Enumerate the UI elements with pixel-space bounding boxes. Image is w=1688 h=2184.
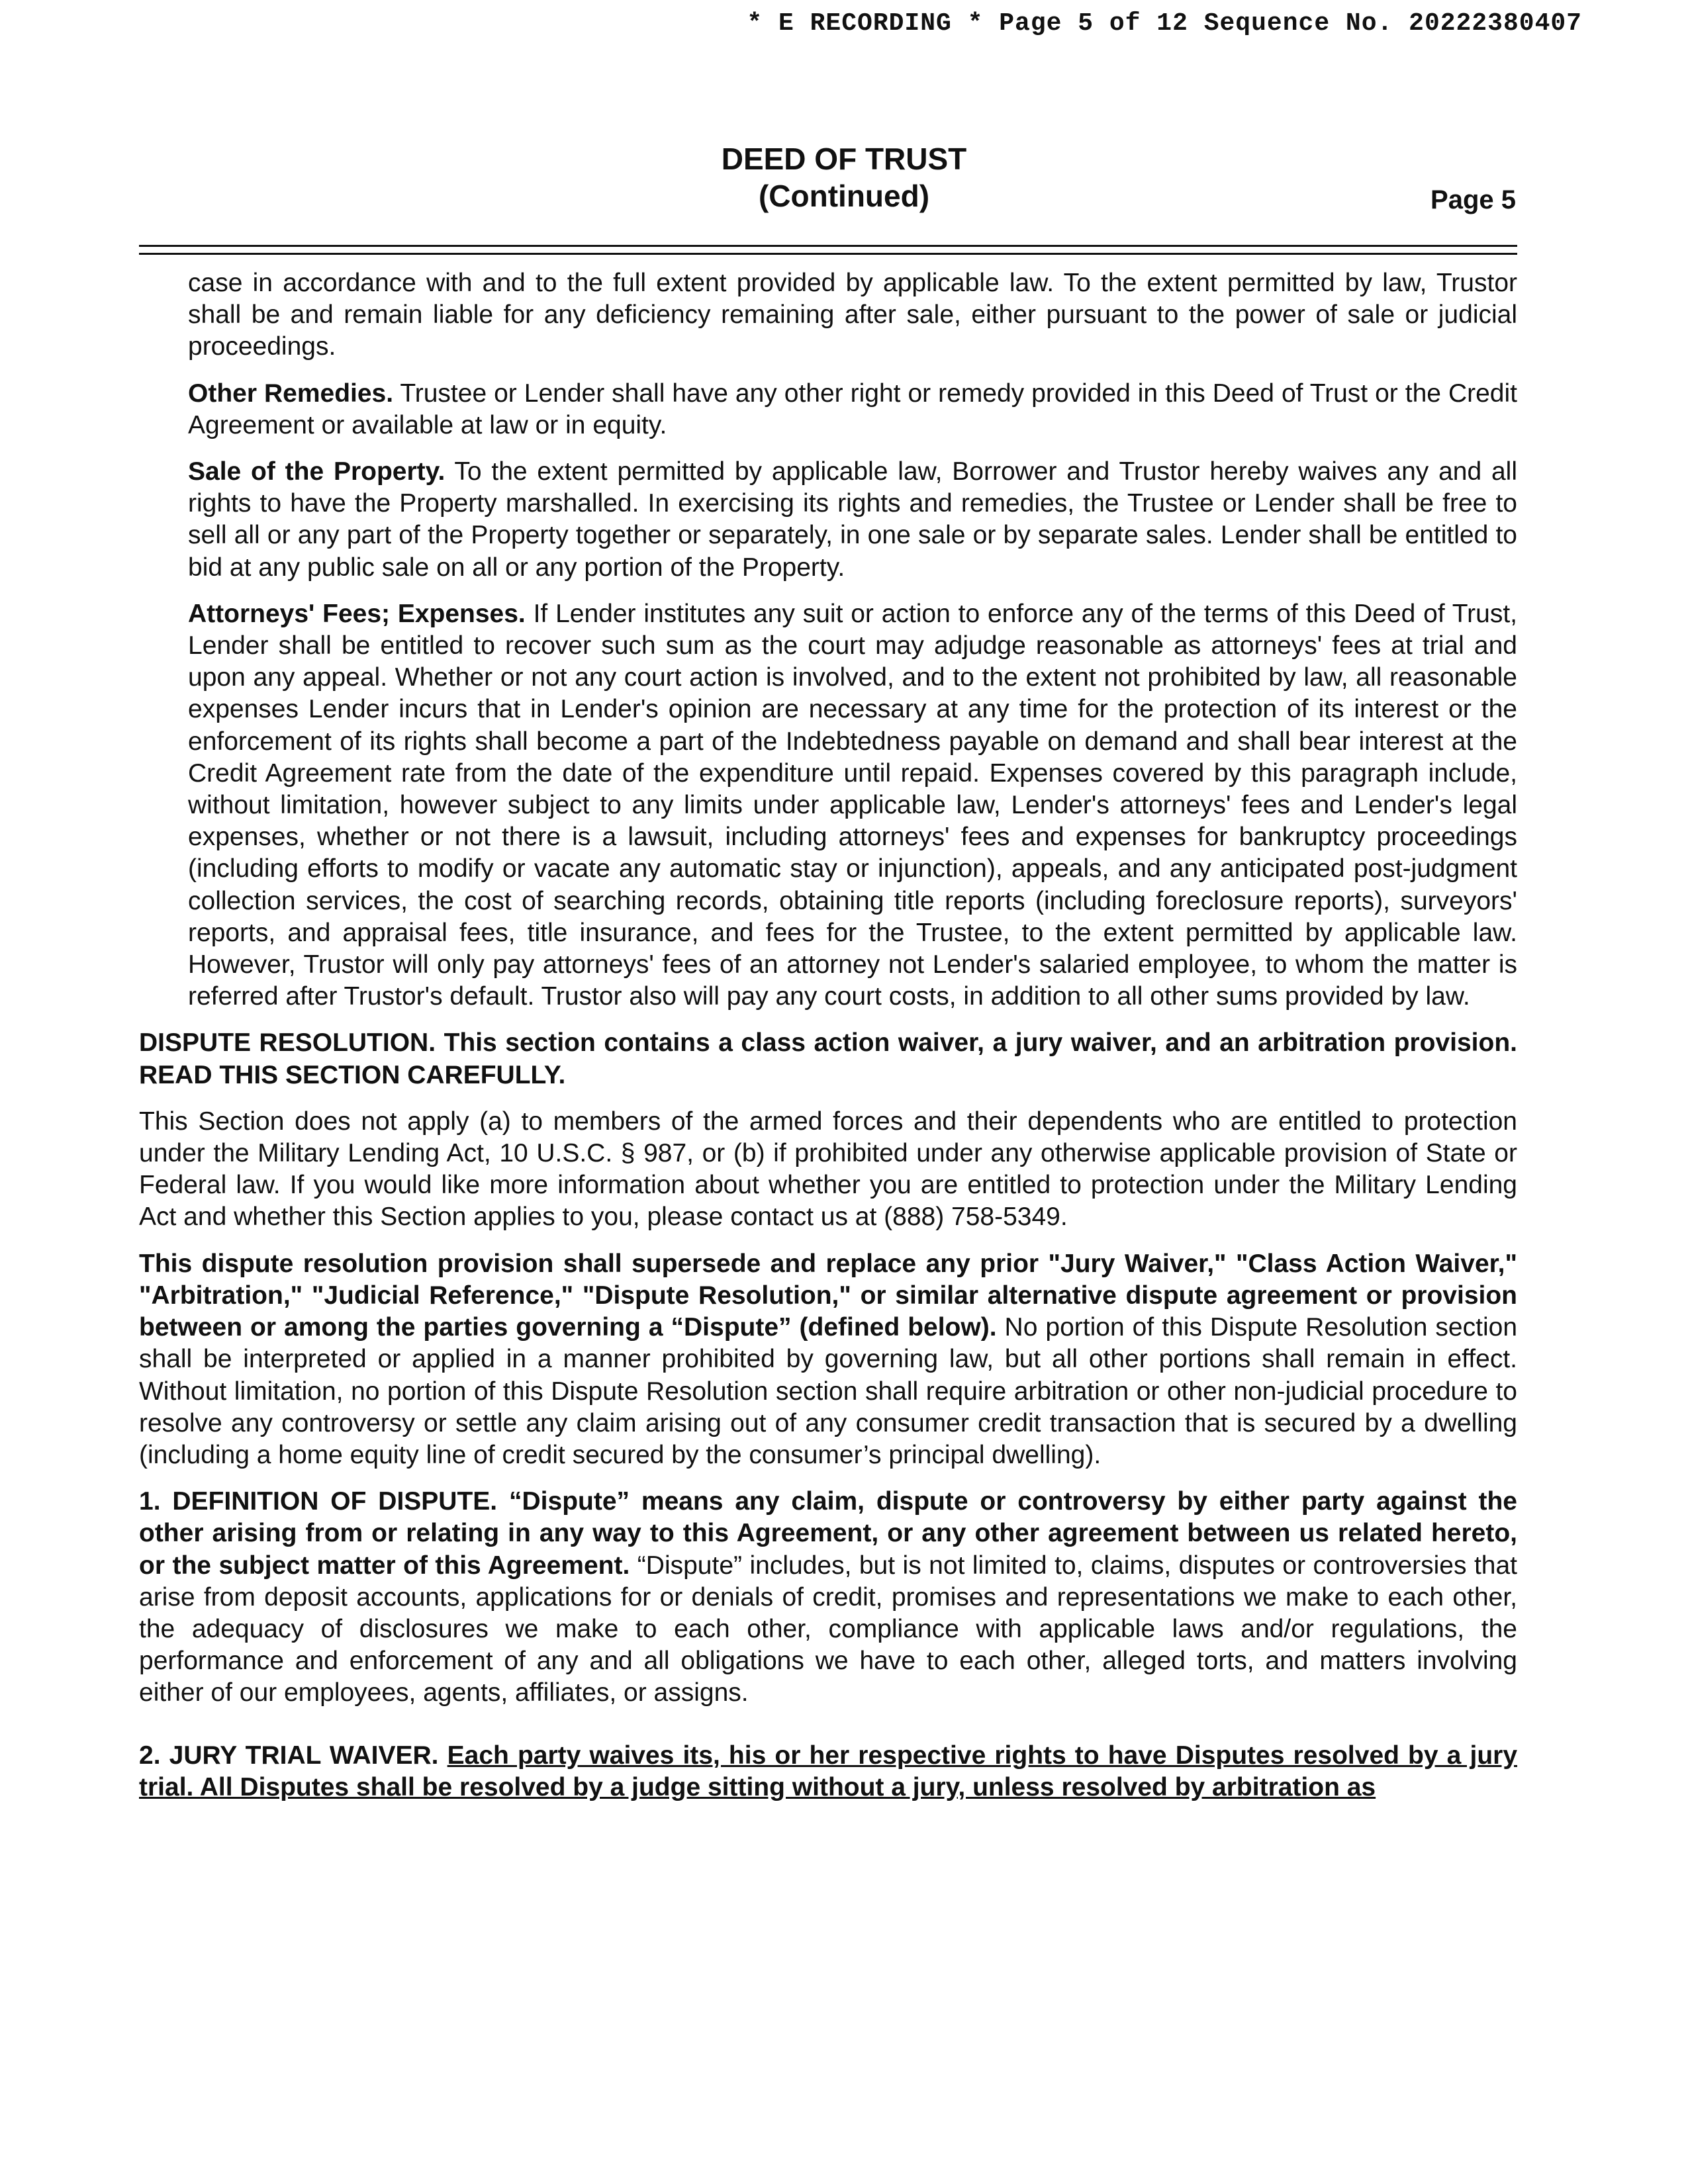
paragraph-text: No portion of this Dispute Resolution section shall be interpreted or applied in a manner prohibited by governing law, but all other portions shall remain in effect. Without limitation, no portion of this Dispute Resolution section shall require arbitration or other non-judicial procedure to resolve any controversy or settle any claim arising out of any consumer credit transaction that is secured by a dwelling (including a home equity line of credit secured by the consumer’s principal dwelling). <box>139 1313 1518 1469</box>
paragraph-text: “Dispute” includes, but is not limited to, claims, disputes or controversies that arise from deposit accounts, applications for or denials of credit, promises and representations we make to each other, the adequacy of disclosures we make to each other, compliance with applicable laws and/or regulations, the performance and enforcement of any and all obligations we have to each other, alleged torts, and matters involving either of our employees, agents, affiliates, or assigns. <box>139 1551 1517 1707</box>
bold-clause: This dispute resolution provision shall supersede and replace any prior "Jury Waiver," "Class Action Waiver," "Arbitration," "Judicial Reference," "Dispute Resolution," or similar alternative dispute agreement or provision between or among the parties governing a “Dispute” (defined below). <box>139 1249 1517 1342</box>
paragraph-attorneys-fees <box>139 598 1517 1013</box>
paragraph-military-lending-act <box>139 1106 1517 1234</box>
dispute-resolution-heading <box>139 1027 1517 1091</box>
document-title: DEED OF TRUST <box>721 142 967 176</box>
paragraph-other-remedies <box>139 378 1517 441</box>
paragraph-definition-of-dispute <box>139 1486 1517 1709</box>
paragraph-text: To the extent permitted by applicable law, Borrower and Trustor hereby waives any and all rights to have the Property marshalled. In exercising its rights and remedies, the Trustee or Lender shall be free to sell all or any part of the Property together or separately, in one sale or by separate sales. Lender shall be entitled to bid at any public sale on all or any portion of the Property. <box>188 457 1517 582</box>
paragraph-jury-trial-waiver <box>139 1740 1517 1803</box>
paragraph-sale-of-property <box>139 456 1517 584</box>
section-heading: DISPUTE RESOLUTION. This section contains a class action waiver, a jury waiver, and an arbitration provision. READ THIS SECTION CAREFULLY. <box>139 1028 1517 1089</box>
paragraph-deficiency <box>139 267 1517 363</box>
header-rule-top <box>139 245 1517 247</box>
underlined-clause: Each party waives its, his or her respective rights to have Disputes resolved by a jury trial. All Disputes shall be resolved by a judge sitting without a jury, unless resolved by arbitration as <box>139 1741 1518 1801</box>
page-number-label: Page 5 <box>1430 185 1516 214</box>
bold-clause: 1. DEFINITION OF DISPUTE. “Dispute” means any claim, dispute or controversy by either party against the other arising from or relating in any way to this Agreement, or any other agreement between us related hereto, or the subject matter of this Agreement. <box>139 1487 1517 1580</box>
paragraph-supersede <box>139 1248 1517 1471</box>
recording-stamp: * E RECORDING * Page 5 of 12 Sequence No. 20222380407 <box>747 9 1582 38</box>
document-subtitle: (Continued) <box>758 179 930 213</box>
paragraph-text: If Lender institutes any suit or action to enforce any of the terms of this Deed of Trust, Lender shall be entitled to recover such sum as the court may adjudge reasonable as attorneys' fees at trial and upon any appeal. Whether or not any court action is involved, and to the extent not prohibited by law, all reasonable expenses Lender incurs that in Lender's opinion are necessary at any time for the protection of its interest or the enforcement of its rights shall become a part of the Indebtedness payable on demand and shall bear interest at the Credit Agreement rate from the date of the expenditure until repaid. Expenses covered by this paragraph include, without limitation, however subject to any limits under applicable law, Lender's attorneys' fees and Lender's legal expenses, whether or not there is a lawsuit, including attorneys' fees and expenses for bankruptcy proceedings (including efforts to modify or vacate any automatic stay or injunction), appeals, and any anticipated post-judgment collection services, the cost of searching records, obtaining title reports (including foreclosure reports), surveyors' reports, and appraisal fees, title insurance, and fees for the Trustee, to the extent permitted by applicable law. However, Trustor will only pay attorneys' fees of an attorney not Lender's salaried employee, to whom the matter is referred after Trustor's default. Trustor also will pay any court costs, in addition to all other sums provided by law. <box>188 599 1517 1011</box>
section-heading: Attorneys' Fees; Expenses. <box>188 599 526 628</box>
document-body <box>139 267 1517 1818</box>
section-heading: Other Remedies. <box>188 379 394 408</box>
section-heading: Sale of the Property. <box>188 457 445 486</box>
header-rule-bottom <box>139 253 1517 255</box>
section-heading: 2. JURY TRIAL WAIVER. <box>139 1741 439 1770</box>
paragraph-text: case in accordance with and to the full extent provided by applicable law. To the extent permitted by law, Trustor shall be and remain liable for any deficiency remaining after sale, either pursuant to the power of sale or judicial proceedings. <box>188 269 1517 361</box>
paragraph-text: Trustee or Lender shall have any other right or remedy provided in this Deed of Trust or the Credit Agreement or available at law or in equity. <box>188 379 1517 439</box>
paragraph-text: This Section does not apply (a) to members of the armed forces and their dependents who are entitled to protection under the Military Lending Act, 10 U.S.C. § 987, or (b) if prohibited under any otherwise applicable provision of State or Federal law. If you would like more information about whether you are entitled to protection under the Military Lending Act and whether this Section applies to you, please contact us at (888) 758-5349. <box>139 1107 1517 1232</box>
